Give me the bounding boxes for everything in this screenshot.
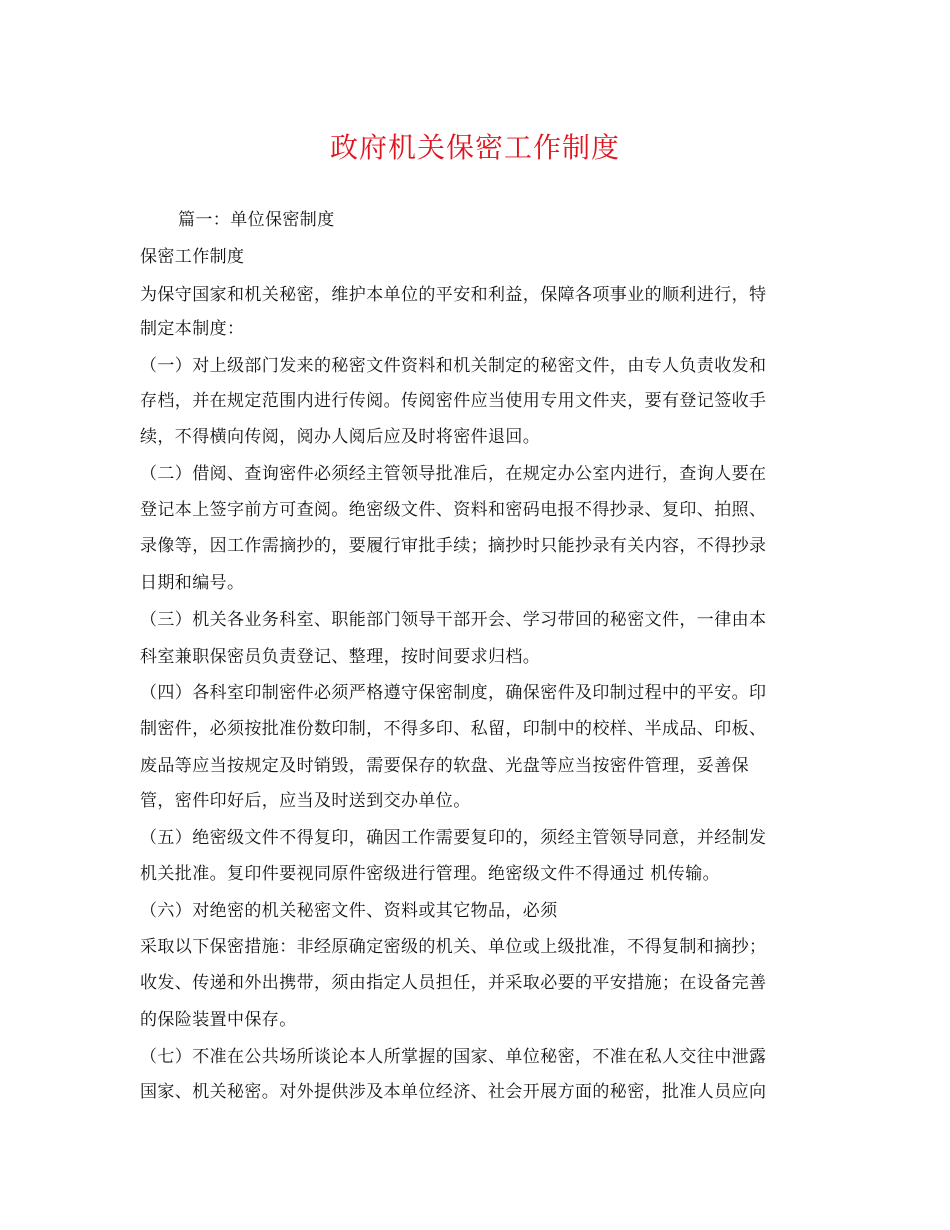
body-line: （二）借阅、查询密件必须经主管领导批准后，在规定办公室内进行，查询人要在 <box>140 464 767 484</box>
body-line: 日期和编号。 <box>140 573 245 593</box>
document-subtitle: 保密工作制度 <box>140 247 245 267</box>
body-line: 科室兼职保密员负责登记、整理，按时间要求归档。 <box>140 647 541 667</box>
document-title: 政府机关保密工作制度 <box>329 131 620 164</box>
body-line: 存档，并在规定范围内进行传阅。传阅密件应当使用专用文件夹，要有登记签收手 <box>140 391 767 411</box>
body-line: 国家、机关秘密。对外提供涉及本单位经济、社会开展方面的秘密，批准人员应向 <box>140 1082 767 1102</box>
body-line: 为保守国家和机关秘密，维护本单位的平安和利益，保障各项事业的顺利进行，特 <box>140 285 767 305</box>
body-line: 录像等，因工作需摘抄的，要履行审批手续；摘抄时只能抄录有关内容，不得抄录 <box>140 536 767 556</box>
body-line: 管，密件印好后，应当及时送到交办单位。 <box>140 791 471 811</box>
body-line: （六）对绝密的机关秘密文件、资料或其它物品，必须 <box>140 901 558 921</box>
body-line: 续，不得横向传阅，阅办人阅后应及时将密件退回。 <box>140 427 541 447</box>
body-line: （四）各科室印制密件必须严格遵守保密制度，确保密件及印制过程中的平安。印 <box>140 683 767 703</box>
body-line: 登记本上签字前方可查阅。绝密级文件、资料和密码电报不得抄录、复印、拍照、 <box>140 500 767 520</box>
body-line: （三）机关各业务科室、职能部门领导干部开会、学习带回的秘密文件，一律由本 <box>140 610 767 630</box>
body-line: 制密件，必须按批准份数印制，不得多印、私留，印制中的校样、半成品、印板、 <box>140 719 767 739</box>
body-line: （一）对上级部门发来的秘密文件资料和机关制定的秘密文件，由专人负责收发和 <box>140 356 767 376</box>
body-line: 收发、传递和外出携带，须由指定人员担任，并采取必要的平安措施；在设备完善 <box>140 973 767 993</box>
body-line: （七）不准在公共场所谈论本人所掌握的国家、单位秘密，不准在私人交往中泄露 <box>140 1047 767 1067</box>
body-line: （五）绝密级文件不得复印，确因工作需要复印的，须经主管领导同意，并经制发 <box>140 828 767 848</box>
section-heading: 篇一：单位保密制度 <box>178 210 335 230</box>
body-line: 机关批准。复印件要视同原件密级进行管理。绝密级文件不得通过 机传输。 <box>140 864 721 884</box>
body-line: 废品等应当按规定及时销毁，需要保存的软盘、光盘等应当按密件管理，妥善保 <box>140 756 749 776</box>
body-line: 制定本制度： <box>140 319 245 339</box>
body-line: 采取以下保密措施：非经原确定密级的机关、单位或上级批准，不得复制和摘抄； <box>140 937 767 957</box>
body-line: 的保险装置中保存。 <box>140 1010 297 1030</box>
